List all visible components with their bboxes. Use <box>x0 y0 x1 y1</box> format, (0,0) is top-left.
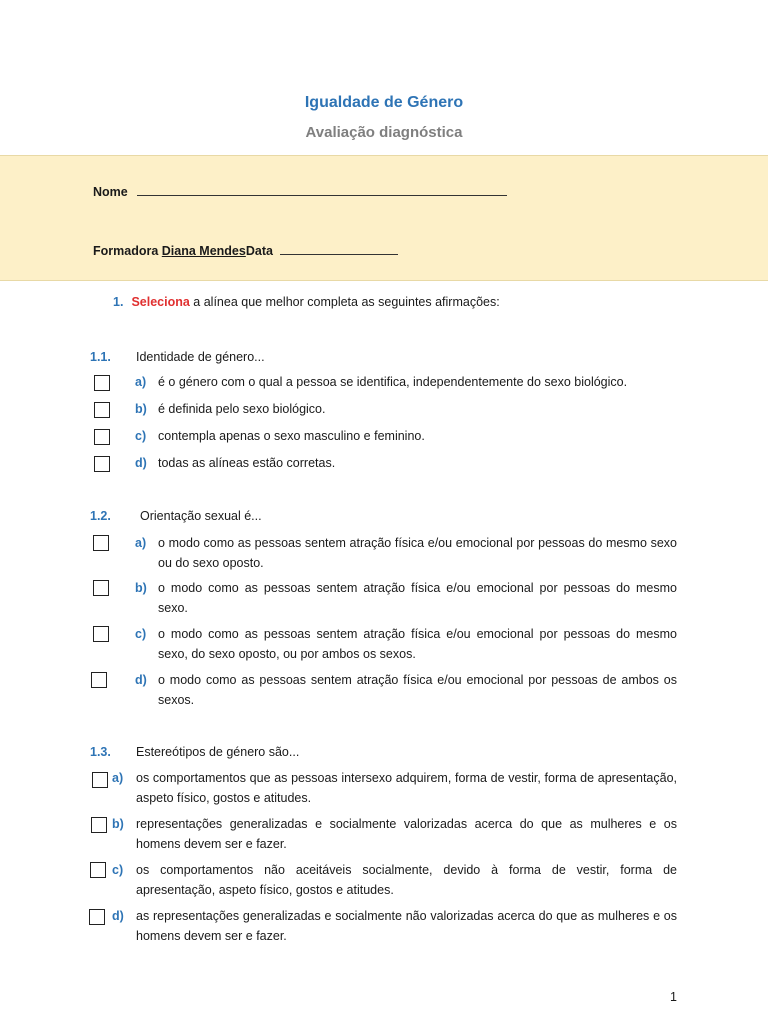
checkbox-1-3-d[interactable] <box>89 909 105 925</box>
checkbox-1-3-c[interactable] <box>90 862 106 878</box>
option-letter: b) <box>135 581 147 595</box>
page-subtitle: Avaliação diagnóstica <box>305 124 463 141</box>
page-number: 1 <box>670 990 677 1004</box>
student-info-band <box>0 155 768 281</box>
option-letter: a) <box>112 771 124 785</box>
option-letter: c) <box>135 429 147 443</box>
option-letter: d) <box>112 909 124 923</box>
option-text: é definida pelo sexo biológico. <box>158 402 326 416</box>
date-field[interactable] <box>280 243 398 255</box>
instruction-verb: Seleciona <box>131 295 190 309</box>
option-text: todas as alíneas estão corretas. <box>158 456 336 470</box>
name-row <box>93 184 507 199</box>
option-letter: d) <box>135 456 147 470</box>
question-1-instruction <box>113 295 500 309</box>
checkbox-1-3-b[interactable] <box>91 817 107 833</box>
section-1-1-heading <box>90 350 265 364</box>
instruction-text: a alínea que melhor completa as seguintes afirmações: <box>189 295 500 309</box>
question-1-number: 1. <box>113 295 124 309</box>
option-text: o modo como as pessoas sentem atração física e/ou emocional por pessoas de ambos os sexos. <box>158 673 677 707</box>
checkbox-1-2-a[interactable] <box>93 535 109 551</box>
option-text: o modo como as pessoas sentem atração física e/ou emocional por pessoas do mesmo sexo ou do sexo oposto. <box>158 536 677 570</box>
checkbox-1-2-c[interactable] <box>93 626 109 642</box>
option-letter: b) <box>112 817 124 831</box>
section-1-3-heading <box>90 745 299 759</box>
checkbox-1-2-d[interactable] <box>91 672 107 688</box>
checkbox-1-3-a[interactable] <box>92 772 108 788</box>
section-prompt: Estereótipos de género são... <box>136 745 300 759</box>
checkbox-1-1-d[interactable] <box>94 456 110 472</box>
option-text: contempla apenas o sexo masculino e feminino. <box>158 429 425 443</box>
date-label: Data <box>245 244 273 258</box>
section-prompt: Orientação sexual é... <box>140 509 262 523</box>
trainer-name: Diana Mendes <box>161 244 246 258</box>
trainer-date-row <box>93 243 398 258</box>
section-number: 1.3. <box>90 745 111 759</box>
name-field[interactable] <box>137 184 507 196</box>
option-text: é o género com o qual a pessoa se identifica, independentemente do sexo biológico. <box>158 375 628 389</box>
option-letter: a) <box>135 536 147 550</box>
section-number: 1.2. <box>90 509 111 523</box>
checkbox-1-1-b[interactable] <box>94 402 110 418</box>
option-text: os comportamentos não aceitáveis socialmente, devido à forma de vestir, forma de apresentação, aspeto físico, gostos e atitudes. <box>136 863 677 897</box>
section-number: 1.1. <box>90 350 111 364</box>
option-letter: b) <box>135 402 147 416</box>
checkbox-1-1-a[interactable] <box>94 375 110 391</box>
checkbox-1-2-b[interactable] <box>93 580 109 596</box>
option-text: os comportamentos que as pessoas intersexo adquirem, forma de vestir, forma de apresentação, aspeto físico, gostos e atitudes. <box>136 771 677 805</box>
page-title: Igualdade de Género <box>304 94 464 111</box>
option-text: as representações generalizadas e socialmente não valorizadas acerca do que as mulheres e os homens devem ser e fazer. <box>136 909 677 943</box>
option-letter: a) <box>135 375 147 389</box>
option-text: o modo como as pessoas sentem atração física e/ou emocional por pessoas do mesmo sexo, do sexo oposto, ou por ambos os sexos. <box>158 627 677 661</box>
option-text: representações generalizadas e socialmente valorizadas acerca do que as mulheres e os homens devem ser e fazer. <box>136 817 677 851</box>
option-letter: c) <box>112 863 124 877</box>
option-letter: c) <box>135 627 147 641</box>
name-label: Nome <box>93 185 128 199</box>
option-text: o modo como as pessoas sentem atração física e/ou emocional por pessoas do mesmo sexo. <box>158 581 677 615</box>
option-letter: d) <box>135 673 147 687</box>
section-1-2-heading <box>90 509 262 523</box>
section-prompt: Identidade de género... <box>136 350 265 364</box>
checkbox-1-1-c[interactable] <box>94 429 110 445</box>
trainer-label: Formadora <box>93 244 159 258</box>
